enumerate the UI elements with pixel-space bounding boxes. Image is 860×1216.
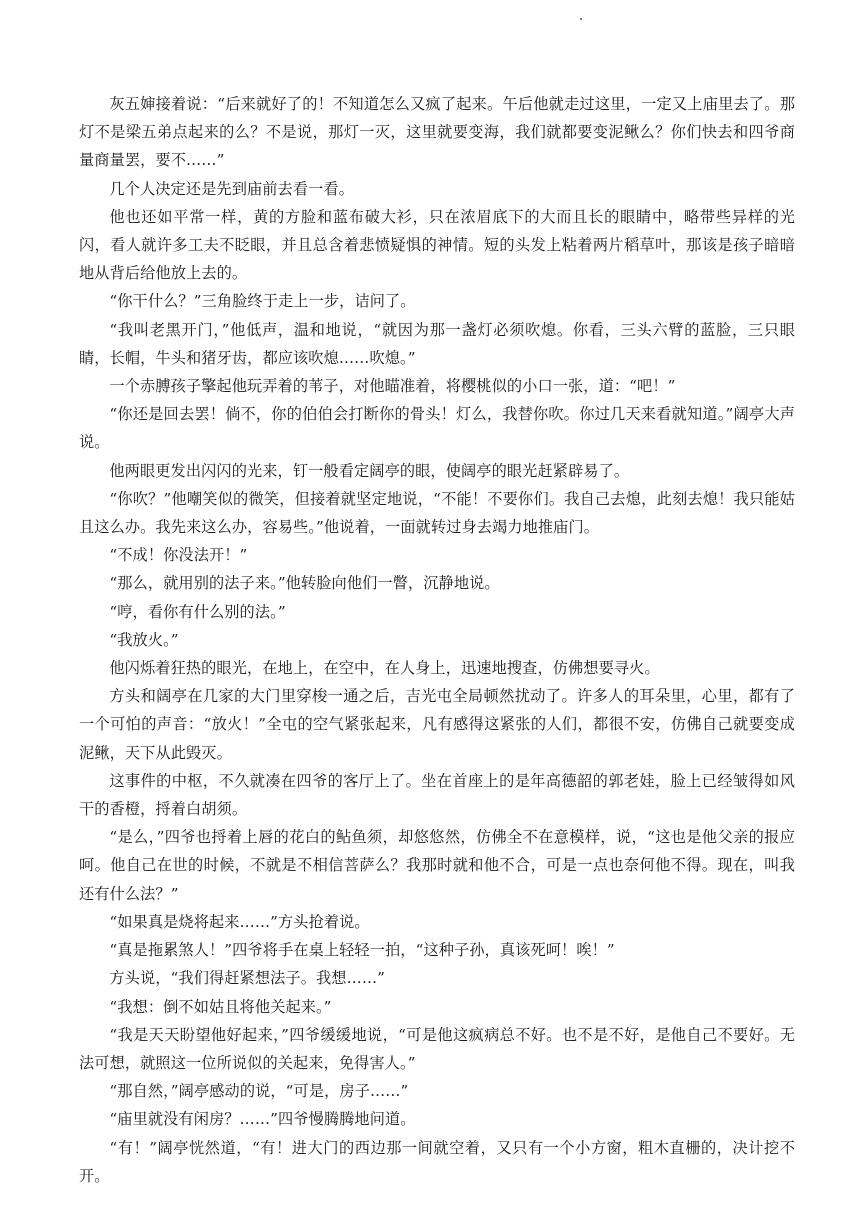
paragraph: “你吹？”他嘲笑似的微笑，但接着就坚定地说，“不能！不要你们。我自己去熄，此刻去熄！我只能姑且这么办。我先来这么办，容易些。”他说着，一面就转过身去竭力地推庙门。: [79, 489, 795, 537]
document-body: [79, 90, 795, 1190]
paragraph: “是么，”四爷也捋着上唇的花白的鲇鱼须，却悠悠然，仿佛全不在意模样，说，“这也是他父亲的报应呵。他自己在世的时候，不就是不相信菩萨么？我那时就和他不合，可是一点也奈何他不得。现在，叫我还有什么法？”: [79, 828, 795, 903]
paragraph: “我叫老黑开门，”他低声，温和地说，“就因为那一盏灯必须吹熄。你看，三头六臂的蓝脸，三只眼睛，长帽，牛头和猪牙齿，都应该吹熄……吹熄。”: [79, 320, 795, 367]
paragraph: “那自然，”阔亭感动的说，“可是，房子……”: [109, 1082, 409, 1101]
paragraph: “不成！你没法开！”: [109, 546, 248, 565]
paragraph: “我是天天盼望他好起来，”四爷缓缓地说，“可是他这疯病总不好。也不是不好，是他自己不要好。无法可想，就照这一位所说似的关起来，免得害人。”: [79, 1025, 795, 1072]
paragraph: “哼，看你有什么别的法。”: [109, 602, 286, 621]
paragraph: “如果真是烧将起来……”方头抢着说。: [109, 912, 370, 931]
paragraph: “你干什么？”三角脸终于走上一步，诘问了。: [109, 292, 416, 311]
paragraph: 几个人决定还是先到庙前去看一看。: [109, 179, 354, 198]
paragraph: 他也还如平常一样，黄的方脸和蓝布破大衫，只在浓眉底下的大而且长的眼睛中，略带些异样的光闪，看人就许多工夫不眨眼，并且总含着悲愤疑惧的神情。短的头发上粘着两片稻草叶，那该是孩子暗暗地从背后给他放上去的。: [79, 207, 795, 283]
paragraph: “那么，就用别的法子来。”他转脸向他们一瞥，沉静地说。: [109, 574, 500, 593]
paragraph: 方头和阔亭在几家的大门里穿梭一通之后，吉光屯全局顿然扰动了。许多人的耳朵里，心里，都有了一个可怕的声音：“放火！”全屯的空气紧张起来，凡有感得这紧张的人们，都很不安，仿佛自己就要变成泥鳅，天下从此毁灭。: [79, 687, 795, 762]
paragraph: “你还是回去罢！倘不，你的伯伯会打断你的骨头！灯么，我替你吹。你过几天来看就知道。”阔亭大声说。: [79, 405, 795, 452]
paragraph: “真是拖累煞人！”四爷将手在桌上轻轻一拍，“这种子孙，真该死呵！唉！”: [109, 941, 615, 960]
paragraph: “有！”阔亭恍然道，“有！进大门的西边那一间就空着，又只有一个小方窗，粗木直栅的，决计挖不开。: [79, 1138, 795, 1185]
paragraph: 方头说，“我们得赶紧想法子。我想……”: [109, 969, 386, 988]
paragraph: 灰五婶接着说：“后来就好了的！不知道怎么又疯了起来。午后他就走过这里，一定又上庙里去了。那灯不是梁五弟点起来的么？不是说，那灯一灭，这里就要变海，我们就都要变泥鳅么？你们快去和四爷商量商量罢，要不……”: [79, 95, 795, 170]
paragraph: “我想：倒不如姑且将他关起来。”: [109, 997, 332, 1016]
paragraph: 一个赤膊孩子擎起他玩弄着的苇子，对他瞄准着，将樱桃似的小口一张，道：“吧！”: [109, 377, 676, 396]
paragraph: “我放火。”: [109, 630, 179, 649]
paragraph: 这事件的中枢，不久就凑在四爷的客厅上了。坐在首座上的是年高德韶的郭老娃，脸上已经皱得如风干的香橙，捋着白胡须。: [79, 771, 795, 819]
paragraph: “庙里就没有闲房？……”四爷慢腾腾地问道。: [109, 1110, 416, 1129]
page-mark: [580, 18, 582, 20]
paragraph: 他两眼更发出闪闪的光来，钉一般看定阔亭的眼，使阔亭的眼光赶紧辟易了。: [109, 461, 630, 480]
paragraph: 他闪烁着狂热的眼光，在地上，在空中，在人身上，迅速地搜查，仿佛想要寻火。: [109, 659, 660, 678]
